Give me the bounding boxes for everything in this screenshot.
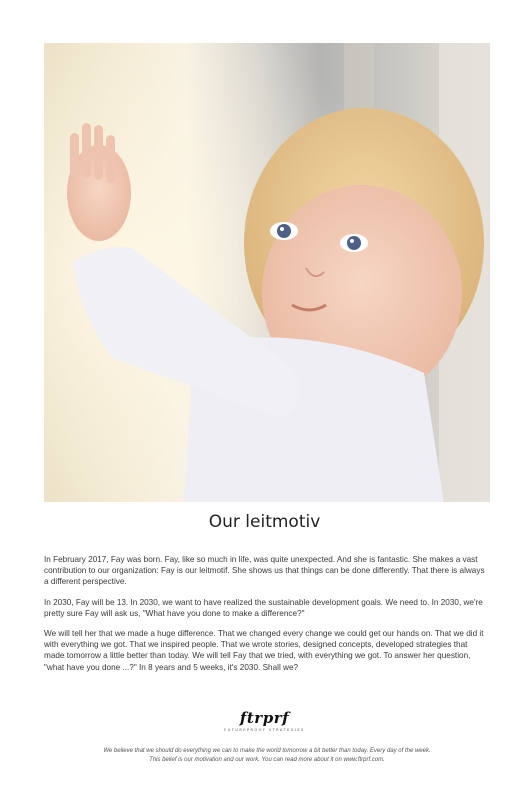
paragraph: In February 2017, Fay was born. Fay, like so much in life, was quite unexpected. And she is fantastic. She makes a vast contribution to our organization: Fay is our leitmotif. She shows us that things can be done differently. That there is always a different perspective. (44, 555, 485, 587)
baby-illustration (44, 43, 490, 502)
footer-line: This belief is our motivation and our work. You can read more about it on www.ftrprf.com. (149, 757, 385, 763)
body-text (44, 554, 490, 682)
page-title: Our leitmotiv (208, 512, 321, 532)
company-logo (0, 711, 529, 732)
logo-tagline: FUTUREPROOF STRATEGIES (224, 728, 305, 732)
footer-note (44, 747, 490, 765)
footer-line: We believe that we should do everything we can to make the world tomorrow a bit better than today. Every day of the week. (103, 748, 431, 754)
logo-wordmark: ftrprf (239, 709, 290, 727)
paragraph: In 2030, Fay will be 13. In 2030, we want to have realized the sustainable development goals. We need to. In 2030, we're pretty sure Fay will ask us, "What have you done to make a difference?" (44, 597, 483, 618)
baby-photo (44, 43, 490, 502)
paragraph: We will tell her that we made a huge difference. That we changed every change we could get our hands on. That we did it with everything we got. That we inspired people. That we wrote stories, designed concepts, developed strategies that made tomorrow a little better than today. We will tell Fay that we tried, with everything we got. To answer her question, "what have you done ...?" In 8 years and 5 weeks, it's 2030. Shall we? (44, 629, 484, 672)
